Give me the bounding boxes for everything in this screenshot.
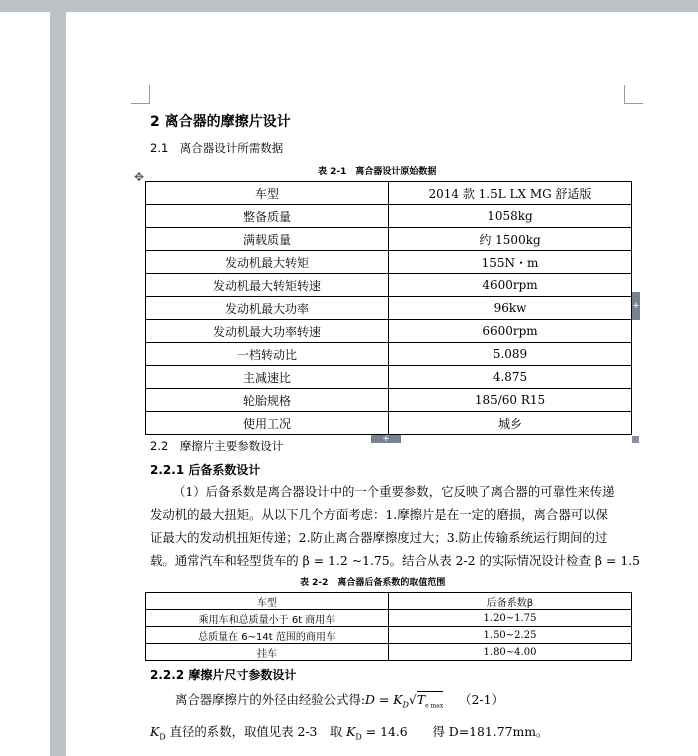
- table-row: [146, 644, 632, 661]
- result-line: [150, 720, 548, 748]
- formula-subscript: D: [402, 700, 409, 710]
- formula-intro: 离合器摩擦片的外径由经验公式得:: [175, 692, 366, 707]
- table-cell: 1058kg: [389, 205, 632, 228]
- table-cell: 6600rpm: [389, 320, 632, 343]
- table-row: [146, 412, 632, 435]
- result-text: = 14.6 得 D=181.77mm。: [361, 724, 549, 739]
- heading-1: 2 离合器的摩擦片设计: [150, 114, 291, 130]
- table-cell: 车型: [146, 182, 389, 205]
- table-cell: 使用工况: [146, 412, 389, 435]
- table-row: [146, 627, 632, 644]
- previous-page: [0, 12, 50, 756]
- table-row: [146, 251, 632, 274]
- table-cell: 96kw: [389, 297, 632, 320]
- table2-caption: 表 2-2 离合器后备系数的取值范围: [300, 578, 446, 588]
- heading-3-1: 2.2.1 后备系数设计: [150, 463, 261, 477]
- table-row: [146, 366, 632, 389]
- table-cell: 发动机最大功率转速: [146, 320, 389, 343]
- margin-corner-mark: [131, 85, 150, 104]
- paragraph-line: 发动机的最大扭矩。从以下几个方面考虑：1.摩擦片是在一定的磨损，离合器可以保: [150, 507, 608, 522]
- table-cell: 城乡: [389, 412, 632, 435]
- table-cell: 约 1500kg: [389, 228, 632, 251]
- heading-2-2: 2.2 摩擦片主要参数设计: [150, 439, 284, 453]
- table-cell: 轮胎规格: [146, 389, 389, 412]
- formula: D = K: [365, 692, 403, 707]
- table-cell: 155N・m: [389, 251, 632, 274]
- table-original-data: [145, 181, 632, 435]
- paragraph-line: 载。通常汽车和轻型货车的 β = 1.2 ~1.75。结合从表 2-2 的实际情况设计检查 β = 1.5: [150, 553, 641, 568]
- table-cell: 发动机最大转矩转速: [146, 274, 389, 297]
- table-cell: 发动机最大转矩: [146, 251, 389, 274]
- result-text: 直径的系数，取值见表 2-3 取: [165, 724, 347, 739]
- table-row: [146, 593, 632, 610]
- formula-number: （2-1）: [459, 692, 504, 707]
- table-cell: 挂车: [146, 644, 389, 661]
- table-cell: 1.50~2.25: [389, 627, 632, 644]
- table-cell: 主减速比: [146, 366, 389, 389]
- add-row-icon[interactable]: +: [371, 435, 401, 443]
- table-cell: 4.875: [389, 366, 632, 389]
- table-row: [146, 320, 632, 343]
- table-cell: 185/60 R15: [389, 389, 632, 412]
- table-cell: 5.089: [389, 343, 632, 366]
- table-row: [146, 297, 632, 320]
- margin-corner-mark: [624, 85, 643, 104]
- heading-3-2: 2.2.2 摩擦片尺寸参数设计: [150, 668, 297, 682]
- table-move-handle-icon[interactable]: ✥: [134, 170, 145, 184]
- table-cell: 4600rpm: [389, 274, 632, 297]
- table-cell: 整备质量: [146, 205, 389, 228]
- paragraph-line: （1）后备系数是离合器设计中的一个重要参数，它反映了离合器的可靠性来传递: [173, 484, 615, 499]
- table-row: [146, 343, 632, 366]
- table-row: [146, 205, 632, 228]
- table-row: [146, 389, 632, 412]
- formula-line: 离合器摩擦片的外径由经验公式得:D = $K_D√T_{e max}$ （2-1）: [175, 692, 504, 710]
- table-cell: 2014 款 1.5L LX MG 舒适版: [389, 182, 632, 205]
- table-cell: 乘用车和总质量小于 6t 商用车: [146, 610, 389, 627]
- formula-root-subscript: e max: [425, 702, 444, 710]
- table-row: [146, 274, 632, 297]
- paragraph-line: 证最大的发动机扭矩传递；2.防止离合器摩擦度过大；3.防止传输系统运行期间的过: [150, 530, 608, 545]
- table-cell: 后备系数β: [389, 593, 632, 610]
- kd-symbol: K: [346, 724, 356, 739]
- table-cell: 1.80~4.00: [389, 644, 632, 661]
- table-row: [146, 228, 632, 251]
- table-row: [146, 182, 632, 205]
- table-cell: 车型: [146, 593, 389, 610]
- table-cell: 满载质量: [146, 228, 389, 251]
- table-row: [146, 610, 632, 627]
- heading-2-1: 2.1 离合器设计所需数据: [150, 141, 284, 155]
- table1-caption: 表 2-1 离合器设计原始数据: [318, 167, 437, 177]
- add-column-icon[interactable]: +: [632, 292, 640, 320]
- table-reserve-coefficient: [145, 592, 632, 661]
- kd-subscript: D: [159, 732, 166, 742]
- kd-symbol: K: [150, 724, 160, 739]
- table-cell: 一档转动比: [146, 343, 389, 366]
- table-cell: 发动机最大功率: [146, 297, 389, 320]
- kd-subscript: D: [355, 732, 362, 742]
- table-cell: 总质量在 6~14t 范围的商用车: [146, 627, 389, 644]
- formula-root: T: [416, 692, 426, 707]
- table-resize-handle-icon[interactable]: [632, 436, 639, 443]
- table-cell: 1.20~1.75: [389, 610, 632, 627]
